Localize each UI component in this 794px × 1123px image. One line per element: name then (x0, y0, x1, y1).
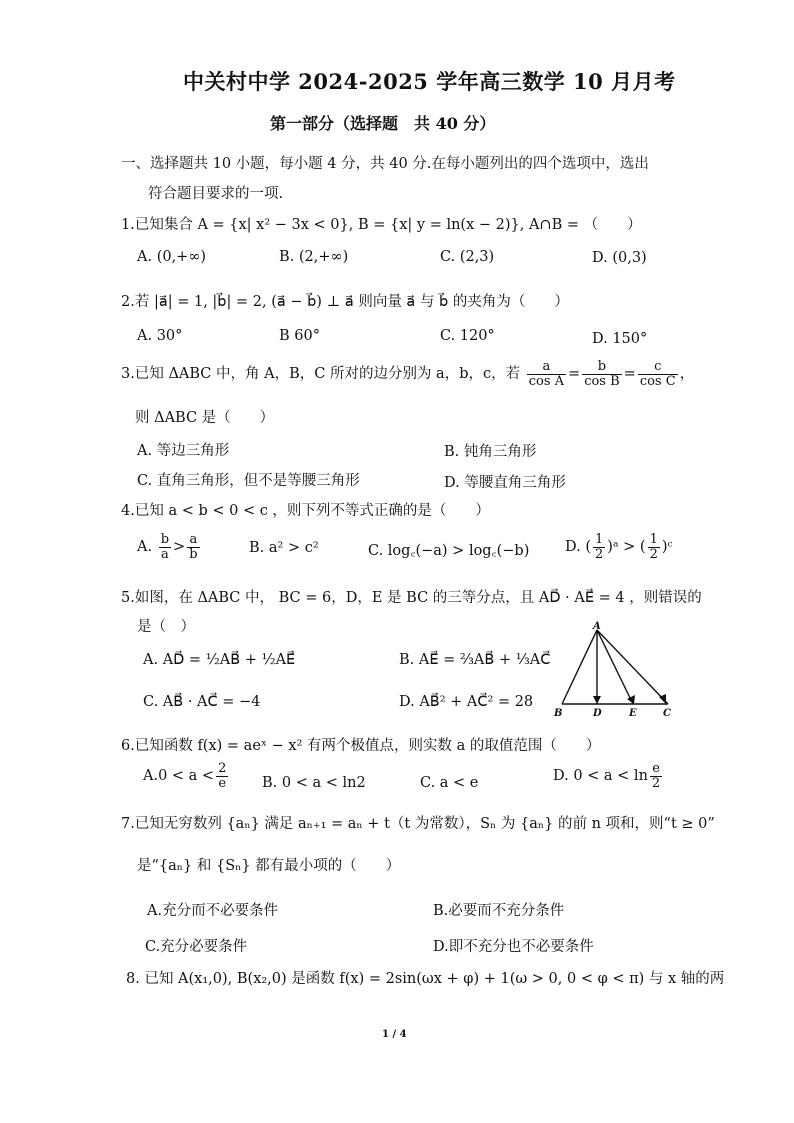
fraction-c-over-cosC: $\frac{c}{\text{cos C}}$ (639, 359, 676, 389)
question-1-stem: 1.已知集合 A = {x| x² − 3x < 0}, B = {x| y = ln(x − 2)}, A∩B = （ ） (121, 217, 642, 233)
exam-title: 中关村中学 2024-2025 学年高三数学 10 月月考 (183, 69, 676, 94)
question-2-stem: 2.若 |a⃗| = 1, |b⃗| = 2, (a⃗ − b⃗) ⊥ a⃗ 则向量 a⃗ 与 b⃗ 的夹角为（ ） (121, 294, 569, 310)
arrow-ae-head (627, 695, 635, 704)
question-7-option-c: C.充分必要条件 (145, 939, 248, 955)
side-ab (562, 630, 597, 704)
question-4-option-b: B. a² > c² (249, 540, 319, 556)
question-2-option-d: D. 150° (592, 331, 648, 347)
instructions-line-1: 一、选择题共 10 小题，每小题 4 分，共 40 分.在每小题列出的四个选项中，选出 (121, 156, 649, 172)
question-5-option-c: C. AB⃗ · AC⃗ = −4 (143, 694, 261, 710)
question-6-option-b: B. 0 < a < ln2 (262, 775, 366, 791)
question-3-option-d: D. 等腰直角三角形 (444, 475, 566, 491)
question-8-stem: 8. 已知 A(x₁,0), B(x₂,0) 是函数 f(x) = 2sin(ωx + φ) + 1(ω > 0, 0 < φ < π) 与 x 轴的两 (126, 971, 725, 987)
question-4-option-d: D. ( $\frac{1}{2}$ )ᵃ > ( $\frac{1}{2}$ )ᶜ (565, 532, 673, 562)
question-7-option-b: B.必要而不充分条件 (433, 903, 565, 919)
question-1-option-b: B. (2,+∞) (279, 249, 349, 265)
question-3-option-a: A. 等边三角形 (137, 443, 230, 459)
arrow-ad-head (593, 696, 601, 704)
question-6-stem: 6.已知函数 f(x) = aeˣ − x² 有两个极值点，则实数 a 的取值范围（ ） (121, 738, 601, 754)
page-number: 1 / 4 (382, 1029, 407, 1040)
instructions-line-2: 符合题目要求的一项. (148, 186, 284, 202)
label-e: E (629, 708, 637, 719)
question-5-stem: 5.如图，在 ΔABC 中， BC = 6，D，E 是 BC 的三等分点，且 AD⃗ · AE⃗ = 4 ，则错误的 (121, 590, 702, 606)
question-5-option-a: A. AD⃗ = ½AB⃗ + ½AE⃗ (143, 652, 296, 668)
label-d: D (593, 708, 602, 719)
question-7-option-d: D.即不充分也不必要条件 (433, 939, 594, 955)
label-b: B (554, 708, 563, 719)
segment-ae (597, 630, 633, 704)
question-6-option-a: A.0 < a < $\frac{2}{e}$ (143, 761, 227, 791)
question-3-option-c: C. 直角三角形，但不是等腰三角形 (137, 473, 360, 489)
question-2-option-c: C. 120° (440, 328, 495, 344)
question-4-stem: 4.已知 a < b < 0 < c ，则下列不等式正确的是（ ） (121, 503, 490, 519)
question-5-option-b: B. AE⃗ = ⅔AB⃗ + ⅓AC⃗ (399, 652, 551, 668)
question-7-stem-cont: 是“{aₙ} 和 {Sₙ} 都有最小项的（ ） (137, 858, 401, 874)
question-1-option-a: A. (0,+∞) (137, 249, 207, 265)
question-1-option-c: C. (2,3) (440, 249, 495, 265)
label-c: C (663, 708, 671, 719)
question-2-option-a: A. 30° (137, 328, 183, 344)
question-3-stem: 3.已知 ΔABC 中，角 A，B，C 所对的边分别为 a，b，c，若 $\frac{a}{\text{cos A}}$ = $\frac{b}{\text{cos B}}$ = $\frac{c}{\text{cos C}}$ ， (121, 359, 695, 389)
question-3-option-b: B. 钝角三角形 (444, 444, 537, 460)
question-7-option-a: A.充分而不必要条件 (147, 903, 279, 919)
question-2-option-b: B 60° (279, 328, 320, 344)
side-ac (597, 630, 668, 704)
question-6-option-d: D. 0 < a < ln $\frac{e}{2}$ (553, 761, 661, 791)
fraction-a-over-cosA: $\frac{a}{\text{cos A}}$ (528, 359, 565, 389)
question-7-stem: 7.已知无穷数列 {aₙ} 满足 aₙ₊₁ = aₙ + t（t 为常数），Sₙ 为 {aₙ} 的前 n 项和，则“t ≥ 0” (121, 816, 715, 832)
label-a: A (593, 621, 601, 632)
question-4-option-a: A. $\frac{b}{a}$ > $\frac{a}{b}$ (137, 532, 198, 562)
question-5-option-d: D. AB⃗² + AC⃗² = 28 (399, 694, 534, 710)
question-6-option-c: C. a < e (420, 775, 479, 791)
question-4-option-c: C. log꜀(−a) > log꜀(−b) (368, 543, 530, 559)
triangle-figure (550, 620, 680, 720)
question-1-option-d: D. (0,3) (592, 250, 647, 266)
question-5-stem-cont: 是（ ） (137, 619, 195, 635)
section-heading: 第一部分（选择题 共 40 分） (270, 114, 496, 133)
fraction-b-over-cosB: $\frac{b}{\text{cos B}}$ (584, 359, 620, 389)
question-3-stem-text: 3.已知 ΔABC 中，角 A，B，C 所对的边分别为 a，b，c，若 (121, 366, 521, 383)
question-3-stem-cont: 则 ΔABC 是（ ） (135, 410, 275, 426)
